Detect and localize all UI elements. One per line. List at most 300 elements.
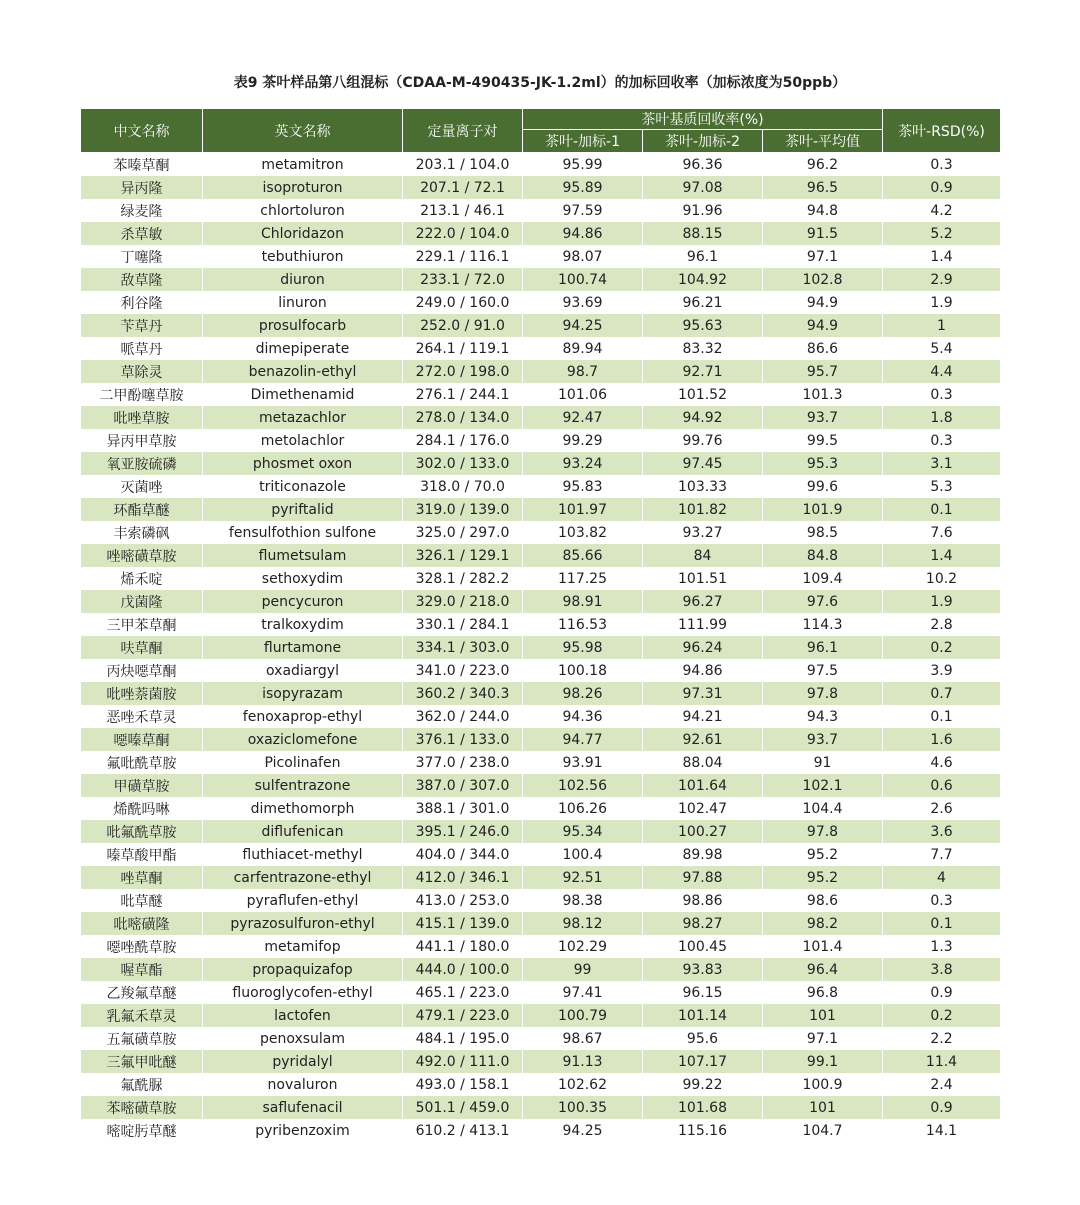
spike-2-cell: 92.71 [643,360,763,383]
spike-2-cell: 84 [643,544,763,567]
spike-2-cell: 93.83 [643,958,763,981]
spike-1-cell: 100.35 [523,1096,643,1119]
cn-name-cell: 二甲酚噻草胺 [81,383,203,406]
ion-pair-cell: 203.1 / 104.0 [403,153,523,177]
average-cell: 93.7 [763,406,883,429]
average-cell: 114.3 [763,613,883,636]
ion-pair-cell: 387.0 / 307.0 [403,774,523,797]
spike-2-cell: 98.27 [643,912,763,935]
rsd-cell: 1.4 [883,245,1001,268]
average-cell: 102.1 [763,774,883,797]
en-name-cell: novaluron [203,1073,403,1096]
average-cell: 102.8 [763,268,883,291]
table-row [81,429,1001,452]
cn-name-cell: 吡唑萘菌胺 [81,682,203,705]
table-row [81,912,1001,935]
rsd-cell: 5.3 [883,475,1001,498]
average-cell: 101.3 [763,383,883,406]
cn-name-cell: 吡草醚 [81,889,203,912]
rsd-cell: 2.6 [883,797,1001,820]
average-cell: 98.2 [763,912,883,935]
cn-name-cell: 五氟磺草胺 [81,1027,203,1050]
rsd-cell: 0.3 [883,383,1001,406]
table-row [81,590,1001,613]
rsd-cell: 4.2 [883,199,1001,222]
spike-1-cell: 95.34 [523,820,643,843]
spike-2-cell: 111.99 [643,613,763,636]
ion-pair-cell: 318.0 / 70.0 [403,475,523,498]
spike-1-cell: 98.12 [523,912,643,935]
average-cell: 101.9 [763,498,883,521]
table-row [81,544,1001,567]
table-row [81,682,1001,705]
table-row [81,291,1001,314]
cn-name-cell: 丰索磷砜 [81,521,203,544]
rsd-cell: 2.2 [883,1027,1001,1050]
spike-2-cell: 99.76 [643,429,763,452]
spike-2-cell: 107.17 [643,1050,763,1073]
spike-1-cell: 98.26 [523,682,643,705]
spike-2-cell: 96.1 [643,245,763,268]
table-header [81,109,1001,153]
ion-pair-cell: 319.0 / 139.0 [403,498,523,521]
average-cell: 91 [763,751,883,774]
table-row [81,889,1001,912]
en-name-cell: chlortoluron [203,199,403,222]
rsd-cell: 1.6 [883,728,1001,751]
average-cell: 101.4 [763,935,883,958]
spike-2-cell: 98.86 [643,889,763,912]
cn-name-cell: 环酯草醚 [81,498,203,521]
rsd-cell: 1.3 [883,935,1001,958]
ion-pair-cell: 222.0 / 104.0 [403,222,523,245]
rsd-cell: 7.7 [883,843,1001,866]
en-name-cell: fenoxaprop-ethyl [203,705,403,728]
en-name-cell: lactofen [203,1004,403,1027]
average-cell: 96.4 [763,958,883,981]
cn-name-cell: 嗪草酸甲酯 [81,843,203,866]
average-cell: 94.3 [763,705,883,728]
cn-name-cell: 哌草丹 [81,337,203,360]
rsd-cell: 10.2 [883,567,1001,590]
spike-1-cell: 97.41 [523,981,643,1004]
average-cell: 93.7 [763,728,883,751]
table-row [81,383,1001,406]
en-name-cell: metamitron [203,153,403,177]
cn-name-cell: 异丙隆 [81,176,203,199]
spike-2-cell: 94.21 [643,705,763,728]
rsd-cell: 3.9 [883,659,1001,682]
en-name-cell: propaquizafop [203,958,403,981]
spike-1-cell: 95.89 [523,176,643,199]
cn-name-cell: 三甲苯草酮 [81,613,203,636]
spike-1-cell: 89.94 [523,337,643,360]
spike-2-cell: 96.15 [643,981,763,1004]
spike-2-cell: 102.47 [643,797,763,820]
average-cell: 104.7 [763,1119,883,1142]
average-cell: 91.5 [763,222,883,245]
spike-1-cell: 116.53 [523,613,643,636]
spike-2-cell: 91.96 [643,199,763,222]
spike-1-cell: 99 [523,958,643,981]
table-row [81,659,1001,682]
spike-2-cell: 88.04 [643,751,763,774]
spike-1-cell: 98.91 [523,590,643,613]
en-name-cell: dimethomorph [203,797,403,820]
rsd-cell: 1.4 [883,544,1001,567]
table-row [81,268,1001,291]
table-row [81,1004,1001,1027]
ion-pair-cell: 376.1 / 133.0 [403,728,523,751]
spike-1-cell: 98.67 [523,1027,643,1050]
ion-pair-cell: 229.1 / 116.1 [403,245,523,268]
cn-name-cell: 噁唑酰草胺 [81,935,203,958]
average-cell: 96.5 [763,176,883,199]
table-row [81,475,1001,498]
cn-name-cell: 嘧啶肟草醚 [81,1119,203,1142]
ion-pair-cell: 334.1 / 303.0 [403,636,523,659]
cn-name-cell: 敌草隆 [81,268,203,291]
table-row [81,521,1001,544]
average-cell: 109.4 [763,567,883,590]
ion-pair-cell: 479.1 / 223.0 [403,1004,523,1027]
en-name-cell: tralkoxydim [203,613,403,636]
table-row [81,406,1001,429]
en-name-cell: fensulfothion sulfone [203,521,403,544]
table-row [81,153,1001,177]
en-name-cell: sethoxydim [203,567,403,590]
table-row [81,728,1001,751]
cn-name-cell: 丙炔噁草酮 [81,659,203,682]
en-name-cell: benazolin-ethyl [203,360,403,383]
ion-pair-cell: 413.0 / 253.0 [403,889,523,912]
en-name-cell: carfentrazone-ethyl [203,866,403,889]
cn-name-cell: 氧亚胺硫磷 [81,452,203,475]
en-name-cell: flumetsulam [203,544,403,567]
ion-pair-cell: 213.1 / 46.1 [403,199,523,222]
spike-2-cell: 95.63 [643,314,763,337]
average-cell: 97.1 [763,245,883,268]
ion-pair-cell: 302.0 / 133.0 [403,452,523,475]
cn-name-cell: 杀草敏 [81,222,203,245]
cn-name-cell: 氟酰脲 [81,1073,203,1096]
ion-pair-cell: 252.0 / 91.0 [403,314,523,337]
rsd-cell: 5.2 [883,222,1001,245]
ion-pair-cell: 395.1 / 246.0 [403,820,523,843]
spike-1-cell: 102.62 [523,1073,643,1096]
cn-name-cell: 甲磺草胺 [81,774,203,797]
ion-pair-cell: 326.1 / 129.1 [403,544,523,567]
spike-1-cell: 95.99 [523,153,643,177]
rsd-cell: 3.8 [883,958,1001,981]
rsd-cell: 5.4 [883,337,1001,360]
average-cell: 101 [763,1096,883,1119]
header-spike-2: 茶叶-加标-2 [643,130,763,153]
spike-2-cell: 101.51 [643,567,763,590]
rsd-cell: 0.1 [883,912,1001,935]
en-name-cell: diuron [203,268,403,291]
average-cell: 97.1 [763,1027,883,1050]
cn-name-cell: 唑嘧磺草胺 [81,544,203,567]
header-en-name: 英文名称 [203,109,403,153]
average-cell: 101 [763,1004,883,1027]
average-cell: 84.8 [763,544,883,567]
ion-pair-cell: 492.0 / 111.0 [403,1050,523,1073]
spike-2-cell: 103.33 [643,475,763,498]
spike-2-cell: 96.21 [643,291,763,314]
cn-name-cell: 烯禾啶 [81,567,203,590]
ion-pair-cell: 207.1 / 72.1 [403,176,523,199]
spike-1-cell: 92.51 [523,866,643,889]
ion-pair-cell: 233.1 / 72.0 [403,268,523,291]
table-row [81,337,1001,360]
average-cell: 99.6 [763,475,883,498]
table-row [81,774,1001,797]
table-row [81,176,1001,199]
table-row [81,314,1001,337]
rsd-cell: 1.9 [883,590,1001,613]
spike-1-cell: 100.79 [523,1004,643,1027]
cn-name-cell: 喔草酯 [81,958,203,981]
table-row [81,452,1001,475]
average-cell: 95.3 [763,452,883,475]
en-name-cell: Chloridazon [203,222,403,245]
en-name-cell: flurtamone [203,636,403,659]
spike-2-cell: 89.98 [643,843,763,866]
spike-1-cell: 101.06 [523,383,643,406]
cn-name-cell: 利谷隆 [81,291,203,314]
ion-pair-cell: 415.1 / 139.0 [403,912,523,935]
table-row [81,222,1001,245]
spike-2-cell: 104.92 [643,268,763,291]
table-row [81,705,1001,728]
rsd-cell: 0.7 [883,682,1001,705]
average-cell: 97.6 [763,590,883,613]
rsd-cell: 0.2 [883,636,1001,659]
en-name-cell: pyribenzoxim [203,1119,403,1142]
table-row [81,981,1001,1004]
average-cell: 104.4 [763,797,883,820]
rsd-cell: 0.9 [883,176,1001,199]
rsd-cell: 0.1 [883,498,1001,521]
spike-2-cell: 99.22 [643,1073,763,1096]
spike-1-cell: 94.77 [523,728,643,751]
spike-1-cell: 94.25 [523,1119,643,1142]
spike-2-cell: 88.15 [643,222,763,245]
rsd-cell: 0.1 [883,705,1001,728]
rsd-cell: 1.9 [883,291,1001,314]
average-cell: 97.8 [763,682,883,705]
table-row [81,935,1001,958]
en-name-cell: tebuthiuron [203,245,403,268]
spike-1-cell: 103.82 [523,521,643,544]
spike-2-cell: 94.92 [643,406,763,429]
spike-1-cell: 94.36 [523,705,643,728]
en-name-cell: pencycuron [203,590,403,613]
cn-name-cell: 灭菌唑 [81,475,203,498]
rsd-cell: 0.3 [883,429,1001,452]
average-cell: 100.9 [763,1073,883,1096]
ion-pair-cell: 278.0 / 134.0 [403,406,523,429]
spike-2-cell: 101.68 [643,1096,763,1119]
rsd-cell: 0.9 [883,1096,1001,1119]
cn-name-cell: 绿麦隆 [81,199,203,222]
rsd-cell: 0.9 [883,981,1001,1004]
average-cell: 98.6 [763,889,883,912]
table-row [81,360,1001,383]
recovery-table [80,108,1001,1142]
spike-2-cell: 101.52 [643,383,763,406]
spike-2-cell: 97.08 [643,176,763,199]
rsd-cell: 1.8 [883,406,1001,429]
spike-1-cell: 117.25 [523,567,643,590]
spike-1-cell: 101.97 [523,498,643,521]
header-average: 茶叶-平均值 [763,130,883,153]
spike-1-cell: 98.07 [523,245,643,268]
spike-1-cell: 95.98 [523,636,643,659]
cn-name-cell: 唑草酮 [81,866,203,889]
cn-name-cell: 恶唑禾草灵 [81,705,203,728]
cn-name-cell: 三氟甲吡醚 [81,1050,203,1073]
spike-2-cell: 92.61 [643,728,763,751]
spike-1-cell: 102.56 [523,774,643,797]
spike-1-cell: 93.91 [523,751,643,774]
spike-1-cell: 100.74 [523,268,643,291]
en-name-cell: dimepiperate [203,337,403,360]
ion-pair-cell: 284.1 / 176.0 [403,429,523,452]
cn-name-cell: 丁噻隆 [81,245,203,268]
ion-pair-cell: 276.1 / 244.1 [403,383,523,406]
spike-2-cell: 94.86 [643,659,763,682]
cn-name-cell: 吡唑草胺 [81,406,203,429]
spike-2-cell: 96.27 [643,590,763,613]
average-cell: 95.2 [763,843,883,866]
spike-1-cell: 99.29 [523,429,643,452]
average-cell: 94.8 [763,199,883,222]
header-spike-1: 茶叶-加标-1 [523,130,643,153]
average-cell: 96.8 [763,981,883,1004]
rsd-cell: 0.3 [883,153,1001,177]
en-name-cell: metolachlor [203,429,403,452]
average-cell: 95.2 [763,866,883,889]
table-row [81,1119,1001,1142]
cn-name-cell: 呋草酮 [81,636,203,659]
spike-1-cell: 93.24 [523,452,643,475]
spike-2-cell: 83.32 [643,337,763,360]
rsd-cell: 11.4 [883,1050,1001,1073]
rsd-cell: 3.6 [883,820,1001,843]
en-name-cell: linuron [203,291,403,314]
en-name-cell: diflufenican [203,820,403,843]
spike-1-cell: 98.38 [523,889,643,912]
cn-name-cell: 乙羧氟草醚 [81,981,203,1004]
cn-name-cell: 草除灵 [81,360,203,383]
spike-2-cell: 101.14 [643,1004,763,1027]
average-cell: 97.8 [763,820,883,843]
spike-1-cell: 91.13 [523,1050,643,1073]
rsd-cell: 0.3 [883,889,1001,912]
average-cell: 98.5 [763,521,883,544]
header-cn-name: 中文名称 [81,109,203,153]
ion-pair-cell: 264.1 / 119.1 [403,337,523,360]
table-row [81,567,1001,590]
ion-pair-cell: 249.0 / 160.0 [403,291,523,314]
table-row [81,843,1001,866]
en-name-cell: Picolinafen [203,751,403,774]
spike-2-cell: 100.27 [643,820,763,843]
ion-pair-cell: 610.2 / 413.1 [403,1119,523,1142]
en-name-cell: prosulfocarb [203,314,403,337]
cn-name-cell: 吡嘧磺隆 [81,912,203,935]
table-row [81,613,1001,636]
spike-1-cell: 106.26 [523,797,643,820]
spike-2-cell: 96.24 [643,636,763,659]
cn-name-cell: 烯酰吗啉 [81,797,203,820]
rsd-cell: 0.2 [883,1004,1001,1027]
table-row [81,866,1001,889]
ion-pair-cell: 493.0 / 158.1 [403,1073,523,1096]
spike-1-cell: 92.47 [523,406,643,429]
average-cell: 99.5 [763,429,883,452]
en-name-cell: metamifop [203,935,403,958]
header-recovery-group: 茶叶基质回收率(%) [523,109,883,130]
ion-pair-cell: 329.0 / 218.0 [403,590,523,613]
rsd-cell: 4 [883,866,1001,889]
table-row [81,1027,1001,1050]
header-ion-pair: 定量离子对 [403,109,523,153]
ion-pair-cell: 325.0 / 297.0 [403,521,523,544]
spike-2-cell: 101.82 [643,498,763,521]
spike-2-cell: 97.45 [643,452,763,475]
ion-pair-cell: 484.1 / 195.0 [403,1027,523,1050]
rsd-cell: 1 [883,314,1001,337]
spike-2-cell: 100.45 [643,935,763,958]
en-name-cell: metazachlor [203,406,403,429]
average-cell: 96.1 [763,636,883,659]
table-row [81,820,1001,843]
ion-pair-cell: 388.1 / 301.0 [403,797,523,820]
en-name-cell: fluoroglycofen-ethyl [203,981,403,1004]
rsd-cell: 4.6 [883,751,1001,774]
ion-pair-cell: 441.1 / 180.0 [403,935,523,958]
table-row [81,498,1001,521]
rsd-cell: 2.9 [883,268,1001,291]
en-name-cell: isopyrazam [203,682,403,705]
en-name-cell: pyridalyl [203,1050,403,1073]
en-name-cell: phosmet oxon [203,452,403,475]
cn-name-cell: 氟吡酰草胺 [81,751,203,774]
table-row [81,636,1001,659]
en-name-cell: penoxsulam [203,1027,403,1050]
table-body [81,153,1001,1143]
header-rsd: 茶叶-RSD(%) [883,109,1001,153]
en-name-cell: saflufenacil [203,1096,403,1119]
ion-pair-cell: 330.1 / 284.1 [403,613,523,636]
table-row [81,1096,1001,1119]
ion-pair-cell: 341.0 / 223.0 [403,659,523,682]
en-name-cell: sulfentrazone [203,774,403,797]
spike-1-cell: 100.18 [523,659,643,682]
ion-pair-cell: 412.0 / 346.1 [403,866,523,889]
spike-1-cell: 100.4 [523,843,643,866]
rsd-cell: 14.1 [883,1119,1001,1142]
cn-name-cell: 苯嘧磺草胺 [81,1096,203,1119]
spike-2-cell: 101.64 [643,774,763,797]
average-cell: 94.9 [763,314,883,337]
cn-name-cell: 噁嗪草酮 [81,728,203,751]
ion-pair-cell: 272.0 / 198.0 [403,360,523,383]
rsd-cell: 2.4 [883,1073,1001,1096]
